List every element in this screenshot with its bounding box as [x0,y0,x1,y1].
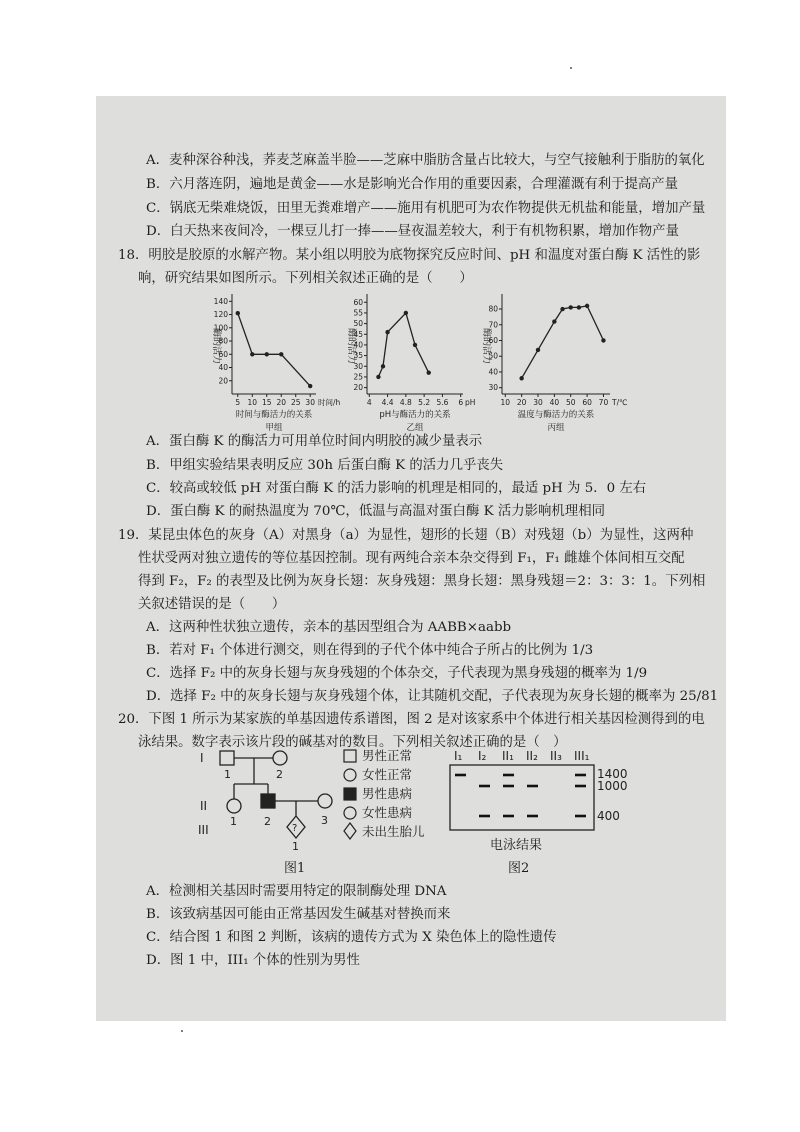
gen-label-ii: II [200,799,208,813]
pedigree-label-ii1: 1 [230,815,237,828]
legend-female-affected: 女性患病 [362,805,413,820]
chart-title: 时间与酶活力的关系 [235,410,313,420]
q20-stem-line2: 泳结果。数字表示该片段的碱基对的数目。下列相关叙述正确的是（ ） [138,735,567,750]
q18-option-b: B．甲组实验结果表明反应 30h 后蛋白酶 K 的活力几乎丧失 [146,458,504,473]
x-tick-label: 60 [582,398,592,407]
lane-label-ii2: II₂ [526,749,538,763]
data-point [376,375,380,379]
y-tick-label: 40 [488,367,498,377]
data-point [427,370,431,374]
q17-option-b: B．六月落连阴，遍地是黄金——水是影响光合作用的重要因素，合理灌溉有利于提高产量 [146,177,679,192]
x-tick-label: 4.8 [399,398,412,407]
data-point [577,305,581,309]
series-line [522,306,604,378]
x-tick-label: 4.4 [381,398,394,407]
data-point [279,352,283,356]
q20-option-c: C．结合图 1 和图 2 判断，该病的遗传方式为 X 染色体上的隐性遗传 [146,930,557,945]
chart-group-label: 丙组 [547,423,565,433]
q19-option-d: D．选择 F₂ 中的灰身长翅与灰身残翅个体，让其随机交配，子代表现为灰身长翅的概率为 25/81 [146,689,719,704]
size-marker-1400: 1400 [597,767,628,781]
y-axis-label: 酶的活力 [211,327,221,365]
x-tick-label: 15 [261,398,272,407]
q18-stem-line2: 响，研究结果如图所示。下列相关叙述正确的是（ ） [138,271,473,286]
lane-label-ii3: II₃ [550,749,562,763]
x-tick-label: 6 [458,398,464,407]
y-tick-label: 60 [488,335,498,345]
pedigree-i2-female-normal [273,751,287,765]
x-tick-label: 5.2 [418,398,431,407]
q17-option-d: D．白天热来夜间冷，一棵豆儿打一捧——昼夜温差较大，利于有机物积累，增加作物产量 [146,224,679,239]
chart-temp-activity [476,286,676,436]
speck [181,1030,183,1032]
y-tick-label: 140 [213,296,228,306]
speck [570,67,572,69]
pedigree-unborn-mark: ? [292,823,298,834]
pedigree-label-ii2: 2 [264,815,271,828]
x-tick-label: 40 [549,398,560,407]
chart-group-label: 乙组 [406,423,424,433]
q19-stem-line2: 性状受两对独立遗传的等位基因控制。现有两纯合亲本杂交得到 F₁，F₁ 雌雄个体间相互交配 [138,551,685,566]
y-tick-label: 25 [353,372,363,382]
y-tick-label: 40 [353,340,363,350]
legend-female-normal: 女性正常 [362,767,413,782]
x-axis-label: 时间/h [318,398,341,407]
x-tick-label: 10 [247,398,258,407]
q19-stem-line1: 19．某昆虫体色的灰身（A）对黑身（a）为显性，翅形的长翅（B）对残翅（b）为显性，这两种 [118,528,694,543]
pedigree-label-i2: 2 [276,768,283,781]
legend-unborn: 未出生胎儿 [362,824,425,839]
y-tick-label: 55 [353,308,363,318]
x-tick-label: 20 [516,398,527,407]
data-point [404,311,408,315]
legend-male-affected-icon [344,788,356,800]
lane-label-iii1: III₁ [574,749,590,763]
electrophoresis-gel [446,746,646,842]
y-axis-label: 酶的活力 [481,327,491,365]
q20-option-d: D．图 1 中，III₁ 个体的性别为男性 [146,953,360,968]
y-tick-label: 120 [213,310,228,320]
x-tick-label: 70 [598,398,609,407]
chart-title: 温度与酶活力的关系 [517,410,595,420]
q19-option-a: A．这两种性状独立遗传，亲本的基因型组合为 AABB×aabb [146,620,512,635]
q19-option-c: C．选择 F₂ 中的灰身长翅与灰身残翅的个体杂交，子代表现为黑身残翅的概率为 1/9 [146,666,648,681]
q20-option-b: B．该致病基因可能由正常基因发生碱基对替换而来 [146,907,451,922]
series-line [378,313,428,377]
x-tick-label: 25 [290,398,301,407]
x-tick-label: 20 [276,398,287,407]
y-tick-label: 30 [353,361,363,371]
data-point [536,348,540,352]
pedigree-ii3-female-normal [318,794,332,808]
legend-female-affected-icon [344,807,356,819]
data-point [519,376,523,380]
y-tick-label: 80 [218,336,228,346]
data-point [381,364,385,368]
q20-option-a: A．检测相关基因时需要用特定的限制酶处理 DNA [146,884,447,899]
pedigree-legend-symbols [342,748,360,844]
q18-option-c: C．较高或较低 pH 对蛋白酶 K 的活力影响的机理是相同的，最适 pH 为 5．0 左右 [146,481,647,496]
legend-unborn-icon [344,823,356,839]
y-tick-label: 60 [353,297,363,307]
data-point [265,352,269,356]
q18-stem-line1: 18．明胶是胶原的水解产物。某小组以明胶为底物探究反应时间、pH 和温度对蛋白酶 K 活性的影 [118,248,701,263]
q17-option-c: C．锅底无柴难烧饭，田里无粪难增产——施用有机肥可为农作物提供无机盐和能量，增加产量 [146,201,706,216]
chart-title: pH与酶活力的关系 [379,410,451,420]
x-tick-label: 50 [565,398,576,407]
y-tick-label: 100 [213,323,228,333]
q20-stem-line1: 20．下图 1 所示为某家族的单基因遗传系谱图，图 2 是对该家系中个体进行相关基因检测得到的电 [118,712,705,727]
y-tick-label: 20 [353,383,363,393]
chart-group-label: 甲组 [265,423,283,433]
legend-male-affected: 男性患病 [362,786,413,801]
pedigree-label-ii3: 3 [321,814,328,827]
size-marker-1000: 1000 [597,779,628,793]
gel-frame [450,765,594,830]
y-tick-label: 30 [488,383,498,393]
q19-option-b: B．若对 F₁ 个体进行测交，则在得到的子代个体中纯合子所占的比例为 1/3 [146,643,594,658]
y-tick-label: 45 [353,329,363,339]
x-tick-label: 30 [305,398,315,407]
pedigree-label-i1: 1 [224,768,231,781]
x-axis-label: pH [465,398,476,407]
data-point [585,304,589,308]
x-axis-label: T/℃ [612,398,628,407]
y-tick-label: 50 [353,319,363,329]
lane-label-i1: I₁ [454,749,463,763]
gel-label: 电泳结果 [490,838,543,853]
y-tick-label: 20 [218,376,228,386]
pedigree-i1-male-normal [220,751,234,765]
lane-label-i2: I₂ [478,749,487,763]
data-point [569,305,573,309]
legend-male-normal-icon [344,750,356,762]
lane-label-ii1: II₁ [502,749,514,763]
y-tick-label: 50 [488,351,498,361]
pedigree-label-iii1: 1 [292,840,299,853]
y-tick-label: 80 [488,304,498,314]
figure2-caption: 图2 [508,861,530,876]
data-point [413,343,417,347]
gen-label-i: I [200,751,204,765]
figure1-caption: 图1 [284,861,306,876]
data-point [601,338,605,342]
q18-option-d: D．蛋白酶 K 的耐热温度为 70℃，低温与高温对蛋白酶 K 活力影响机理相同 [146,504,605,519]
x-tick-label: 30 [533,398,543,407]
pedigree-ii2-male-affected [261,794,275,808]
y-tick-label: 60 [218,349,228,359]
data-point [385,330,389,334]
size-marker-400: 400 [597,809,620,823]
q17-option-a: A．麦种深谷种浅，荞麦芝麻盖半脸——芝麻中脂肪含量占比较大，与空气接触利于脂肪的氧化 [146,153,705,168]
exam-page [96,96,726,1021]
series-line [238,313,310,386]
data-point [552,319,556,323]
y-tick-label: 35 [353,351,363,361]
legend-male-normal: 男性正常 [362,748,413,763]
data-point [560,307,564,311]
data-point [250,352,254,356]
q19-stem-line3: 得到 F₂，F₂ 的表型及比例为灰身长翅：灰身残翅：黑身长翅：黑身残翅＝2：3：3：1。下列相 [138,574,706,589]
y-axis-label: 酶的活力 [346,327,356,365]
gen-label-iii: III [198,823,209,837]
x-tick-label: 4 [366,398,372,407]
x-tick-label: 10 [500,398,511,407]
legend-female-normal-icon [344,769,356,781]
pedigree-chart [196,744,356,864]
q19-stem-line4: 关叙述错误的是（ ） [138,597,286,612]
x-tick-label: 5.6 [436,398,449,407]
y-tick-label: 70 [488,320,498,330]
data-point [308,384,312,388]
pedigree-ii1-female-normal [227,799,241,813]
x-tick-label: 5 [235,398,241,407]
y-tick-label: 40 [218,363,228,373]
q18-option-a: A．蛋白酶 K 的酶活力可用单位时间内明胶的减少量表示 [146,434,483,449]
data-point [236,311,240,315]
